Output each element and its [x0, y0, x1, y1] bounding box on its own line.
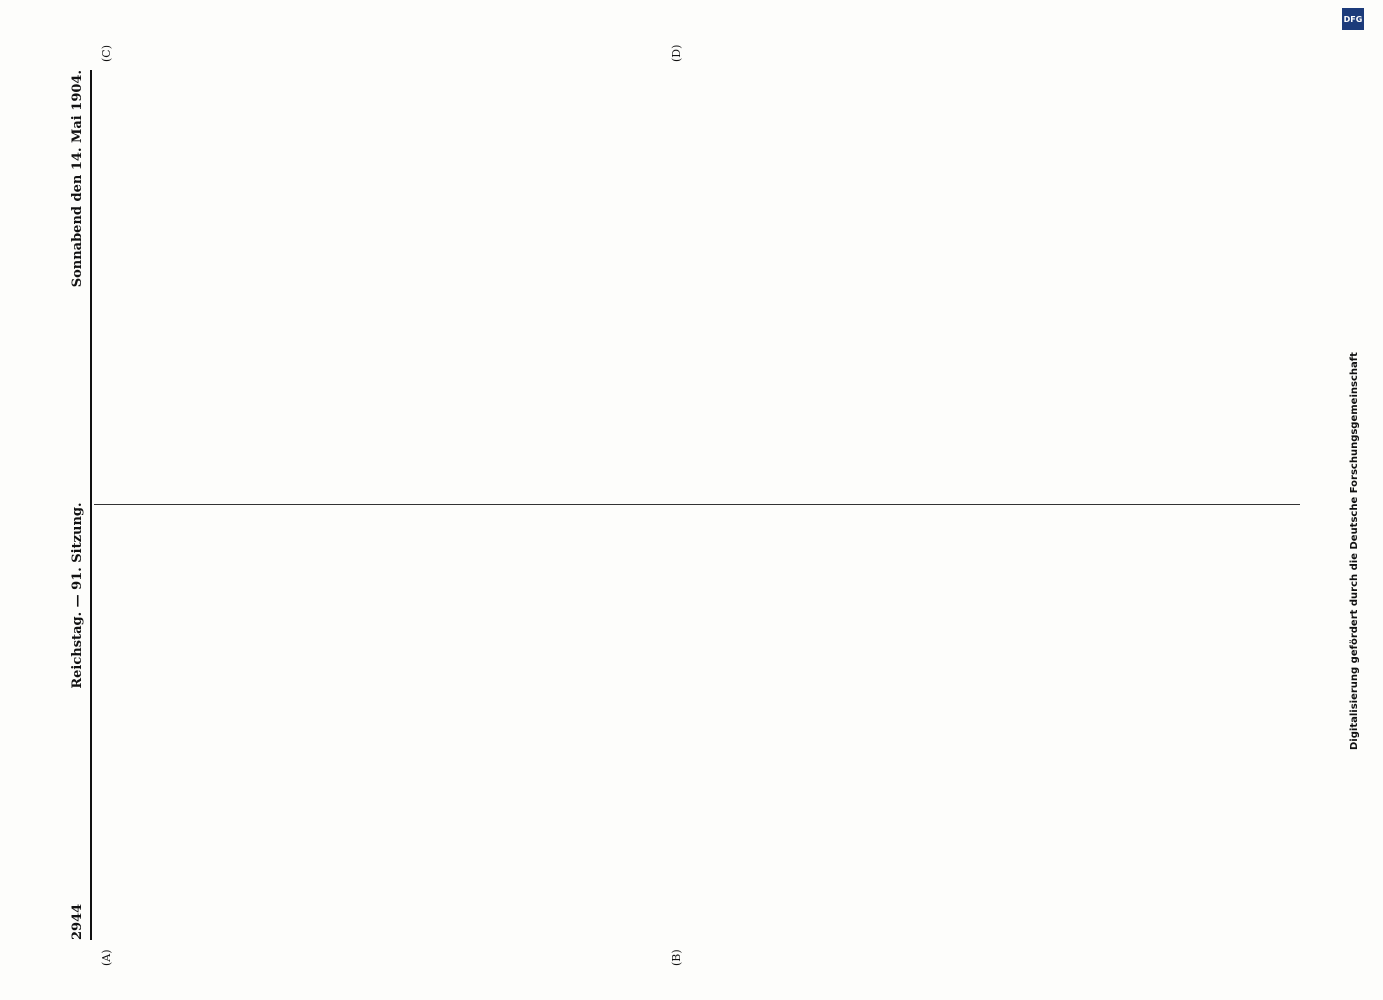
digitization-note-text: Digitalisierung gefördert durch die Deutsche Forschungsgemeinschaft	[1348, 352, 1360, 750]
page-number: 2944	[69, 903, 85, 940]
column-right	[94, 70, 1300, 490]
column-divider	[94, 504, 1300, 505]
margin-marker-d: (D)	[670, 44, 683, 62]
header-rule	[90, 70, 92, 940]
column-left	[94, 520, 1300, 940]
dfg-logo: DFG	[1342, 8, 1364, 30]
page-header	[66, 70, 88, 940]
document-page	[60, 44, 1300, 966]
margin-marker-c: (C)	[100, 45, 113, 62]
margin-marker-a: (A)	[100, 949, 113, 966]
header-session: Reichstag. — 91. Sitzung.	[69, 502, 85, 689]
rotated-page-content	[60, 44, 1300, 966]
margin-marker-b: (B)	[670, 949, 683, 966]
digitization-note	[1340, 10, 1368, 750]
header-date: Sonnabend den 14. Mai 1904.	[69, 70, 85, 288]
